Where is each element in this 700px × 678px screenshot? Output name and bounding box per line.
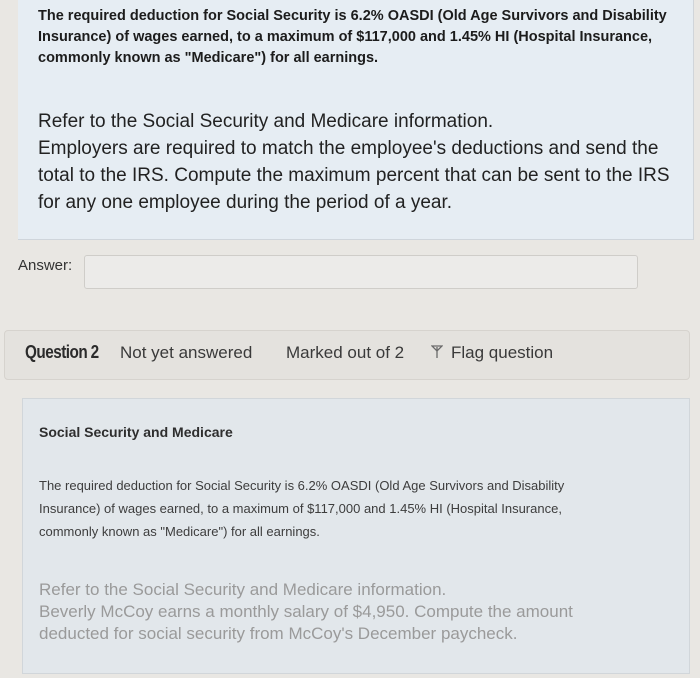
question-line: for any one employee during the period of a year. xyxy=(38,192,453,213)
info-line: The required deduction for Social Security is 6.2% OASDI (Old Age Survivors and Disability xyxy=(39,478,565,493)
flag-icon xyxy=(431,343,443,363)
question-line: deducted for social security from McCoy's December paycheck. xyxy=(39,624,518,643)
question-word: Question xyxy=(25,342,88,362)
question-line: Beverly McCoy earns a monthly salary of $4,950. Compute the amount xyxy=(39,602,573,621)
info-line: commonly known as "Medicare") for all earnings. xyxy=(38,50,379,66)
answer-input[interactable] xyxy=(84,255,638,289)
question-line: Employers are required to match the employee's deductions and send the xyxy=(38,138,659,159)
question-1-info-text xyxy=(38,6,668,69)
flag-question-link[interactable] xyxy=(431,343,553,363)
question-2-info-bar xyxy=(4,330,690,380)
question-number-value: 2 xyxy=(90,342,99,362)
question-2-text xyxy=(39,579,679,645)
question-line: total to the IRS. Compute the maximum percent that can be sent to the IRS xyxy=(38,165,670,186)
info-line: commonly known as "Medicare") for all earnings. xyxy=(39,524,320,539)
info-line: Insurance) of wages earned, to a maximum of $117,000 and 1.45% HI (Hospital Insurance, xyxy=(39,501,562,516)
question-1-text xyxy=(38,108,688,216)
question-line: Refer to the Social Security and Medicare information. xyxy=(39,580,447,599)
info-line: Insurance) of wages earned, to a maximum of $117,000 and 1.45% HI (Hospital Insurance, xyxy=(38,29,653,45)
question-2-info-text xyxy=(39,474,659,543)
answer-label: Answer: xyxy=(18,257,73,274)
question-number xyxy=(25,342,99,363)
question-1-content xyxy=(18,0,694,240)
info-line: The required deduction for Social Security is 6.2% OASDI (Old Age Survivors and Disability xyxy=(38,8,667,24)
question-2-heading: Social Security and Medicare xyxy=(39,424,233,440)
question-state: Not yet answered xyxy=(120,343,253,362)
question-2-content xyxy=(22,398,690,674)
question-line: Refer to the Social Security and Medicare information. xyxy=(38,111,494,132)
flag-question-label: Flag question xyxy=(451,343,554,362)
question-grade: Marked out of 2 xyxy=(286,343,405,362)
